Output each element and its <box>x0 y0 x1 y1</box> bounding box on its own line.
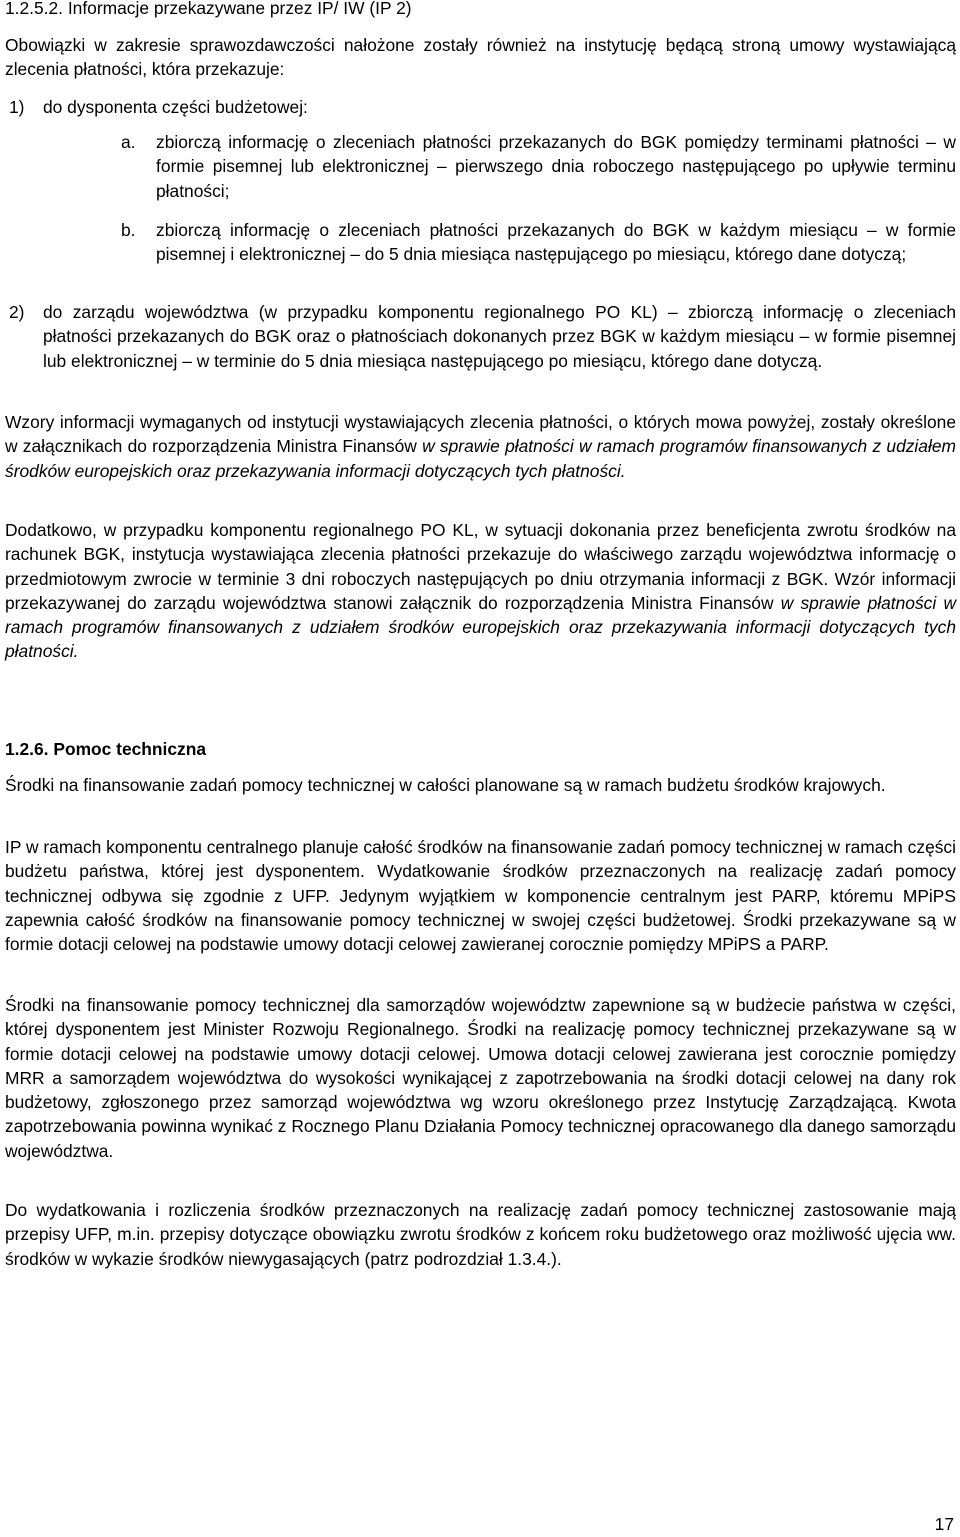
list-item-1-label: 1) <box>9 97 25 117</box>
paragraph-pomoc-1: Środki na finansowanie zadań pomocy technicznej w całości planowane są w ramach budżetu środków krajowych. <box>5 775 886 795</box>
paragraph-dodatkowo-italic: w sprawie płatności w ramach programów finansowanych z udziałem środków europejskich oraz przekazywania informacji dotyczących tych płatności. <box>5 592 956 662</box>
list-item-1-text: do dysponenta części budżetowej: <box>43 97 308 117</box>
page-number: 17 <box>934 1514 954 1534</box>
sub-item-b-text: zbiorczą informację o zleceniach płatności przekazanych do BGK w każdym miesiącu – w formie pisemnej i elektronicznej – do 5 dnia miesiąca następującego po miesiącu, którego dane dotyczą; <box>156 220 956 265</box>
list-item-2-text: do zarządu województwa (w przypadku komponentu regionalnego PO KL) – zbiorczą informację o zleceniach płatności przekazanych do BGK oraz o płatnościach dokonanych przez BGK w każdym miesiącu – w formie pisemnej lub elektronicznej – w terminie do 5 dnia miesiąca następującego po miesiącu, którego dane dotyczą. <box>43 302 956 371</box>
paragraph-wzory-italic: w sprawie płatności w ramach programów finansowanych z udziałem środków europejskich oraz przekazywania informacji dotyczących tych płatności. <box>5 436 956 481</box>
intro-paragraph: Obowiązki w zakresie sprawozdawczości nałożone zostały również na instytucję będącą stroną umowy wystawiającą zlecenia płatności, która przekazuje: <box>5 35 956 80</box>
paragraph-pomoc-2: IP w ramach komponentu centralnego planuje całość środków na finansowanie zadań pomocy technicznej w ramach części budżetu państwa, której jest dysponentem. Wydatkowanie środków przeznaczonych na realizację zadań pomocy technicznej odbywa się zgodnie z UFP. Jedynym wyjątkiem w komponencie centralnym jest PARP, któremu MPiPS zapewnia całość środków na finansowanie pomocy technicznej w swojej części budżetowej. Środki przekazywane są w formie dotacji celowej na podstawie umowy dotacji celowej zawieranej corocznie pomiędzy MPiPS a PARP. <box>5 837 956 955</box>
paragraph-wzory-normal: Wzory informacji wymaganych od instytucji wystawiających zlecenia płatności, o których mowa powyżej, zostały określone w załącznikach do rozporządzenia Ministra Finansów <box>5 412 956 457</box>
sub-item-a-label: a. <box>121 132 136 152</box>
sub-item-a-text: zbiorczą informację o zleceniach płatności przekazanych do BGK pomiędzy terminami płatności – w formie pisemnej lub elektronicznej – pierwszego dnia roboczego następującego po upływie terminu płatności; <box>156 132 956 201</box>
paragraph-wzory <box>5 410 956 483</box>
paragraph-pomoc-4: Do wydatkowania i rozliczenia środków przeznaczonych na realizację zadań pomocy technicznej zastosowanie mają przepisy UFP, m.in. przepisy dotyczące obowiązku zwrotu środków z końcem roku budżetowego oraz możliwość ujęcia ww. środków w wykazie środków niewygasających (patrz podrozdział 1.3.4.). <box>5 1200 956 1269</box>
sub-item-b-label: b. <box>121 220 136 240</box>
section-heading-1-2-6: 1.2.6. Pomoc techniczna <box>5 739 207 759</box>
paragraph-pomoc-3: Środki na finansowanie pomocy technicznej dla samorządów województw zapewnione są w budżecie państwa w części, której dysponentem jest Minister Rozwoju Regionalnego. Środki na realizację pomocy technicznej przekazywane są w formie dotacji celowej na podstawie umowy dotacji celowej. Umowa dotacji celowej zawierana jest corocznie pomiędzy MRR a samorządem województwa do wysokości wynikającej z zapotrzebowania na środki dotacji celowej na dany rok budżetowy, zgłoszonego przez samorząd województwa wg wzoru określonego przez Instytucję Zarządzającą. Kwota zapotrzebowania powinna wynikać z Rocznego Planu Działania Pomocy technicznej opracowanego dla danego samorządu województwa. <box>5 995 956 1161</box>
paragraph-dodatkowo-normal: Dodatkowo, w przypadku komponentu regionalnego PO KL, w sytuacji dokonania przez beneficjenta zwrotu środków na rachunek BGK, instytucja wystawiająca zlecenia płatności przekazuje do właściwego zarządu województwa informację o przedmiotowym zwrocie w terminie 3 dni roboczych następujących po dniu otrzymania informacji z BGK. Wzór informacji przekazywanej do zarządu województwa stanowi załącznik do rozporządzenia Ministra Finansów <box>5 520 956 613</box>
section-heading-1-2-5-2: 1.2.5.2. Informacje przekazywane przez IP/ IW (IP 2) <box>5 0 412 18</box>
list-item-2-label: 2) <box>9 302 25 322</box>
paragraph-dodatkowo <box>5 518 956 664</box>
